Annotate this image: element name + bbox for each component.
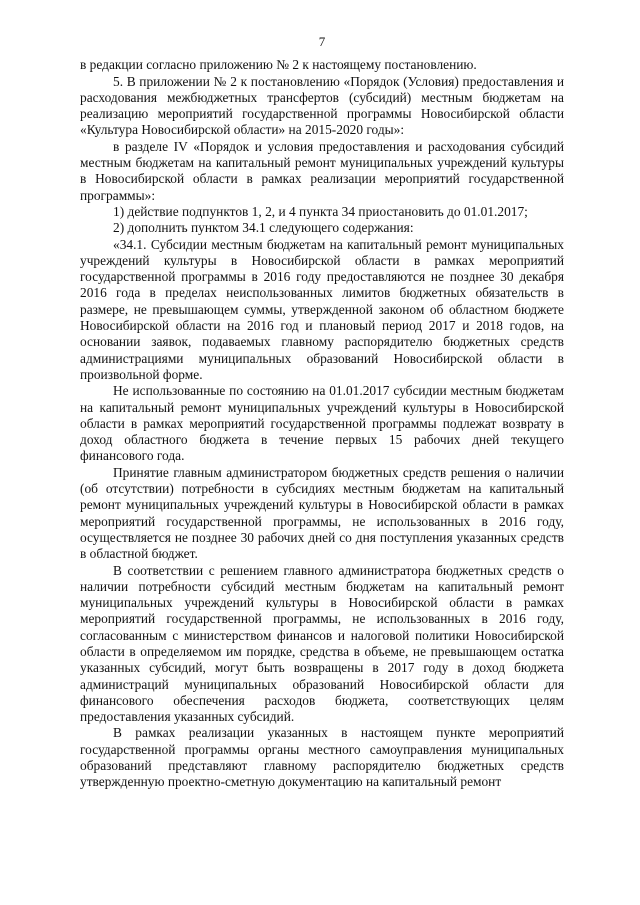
paragraph-return-funds: В соответствии с решением главного администратора бюджетных средств о наличии потребности субсидий местным бюджетам на капитальный ремонт муниципальных учреждений культуры в Новосибирской области в рамках мероприятий государственной программы, не использованных в 2016 году, согласованным с министерством финансов и налоговой политики Новосибирской области в определяемом им порядке, средства в объеме, не превышающем остатка указанных субсидий, могут быть возвращены в 2017 году в доход бюджета администраций муниципальных образований Новосибирской области для финансового обеспечения расходов бюджета, соответствующих целям предоставления указанных субсидий. bbox=[80, 562, 564, 725]
paragraph-continuation: в редакции согласно приложению № 2 к настоящему постановлению. bbox=[80, 57, 477, 73]
paragraph-unused-subsidies: Не использованные по состоянию на 01.01.2017 субсидии местным бюджетам на капитальный ремонт муниципальных учреждений культуры в Новосибирской области в рамках мероприятий государственной программы подлежат возврату в доход областного бюджета в течение первых 15 рабочих дней текущего финансового года. bbox=[80, 383, 564, 464]
paragraph-section-iv: в разделе IV «Порядок и условия предоставления и расходования субсидий местным бюджетам на капитальный ремонт муниципальных учреждений культуры в Новосибирской области в рамках реализации мероприятий государственной программы»: bbox=[80, 138, 564, 203]
document-page bbox=[80, 34, 564, 791]
paragraph-decision: Принятие главным администратором бюджетных средств решения о наличии (об отсутствии) потребности в субсидиях местным бюджетам на капитальный ремонт муниципальных учреждений культуры в Новосибирской области в рамках мероприятий государственной программы, не использованных в 2016 году, осуществляется не позднее 30 рабочих дней со дня поступления указанных средств в областной бюджет. bbox=[80, 464, 564, 562]
paragraph-subitem-1: 1) действие подпунктов 1, 2, и 4 пункта 34 приостановить до 01.01.2017; bbox=[113, 203, 528, 219]
paragraph-documentation: В рамках реализации указанных в настоящем пункте мероприятий государственной программы органы местного самоуправления муниципальных образований представляют главному распорядителю бюджетных средств утвержденную проектно-сметную документацию на капитальный ремонт bbox=[80, 725, 564, 790]
paragraph-clause-34-1: «34.1. Субсидии местным бюджетам на капитальный ремонт муниципальных учреждений культуры в Новосибирской области в рамках мероприятий государственной программы в 2016 году предоставляются не позднее 30 декабря 2016 года в пределах неиспользованных лимитов бюджетных обязательств в размере, не превышающем суммы, утвержденной законом об областном бюджете Новосибирской области на 2016 год и плановый период 2017 и 2018 годов, на основании заявок, подаваемых главному распорядителю бюджетных средств администрациями муниципальных образований Новосибирской области в произвольной форме. bbox=[80, 236, 564, 382]
paragraph-subitem-2: 2) дополнить пунктом 34.1 следующего содержания: bbox=[113, 220, 414, 236]
page-number: 7 bbox=[318, 34, 326, 49]
paragraph-item-5: 5. В приложении № 2 к постановлению «Порядок (Условия) предоставления и расходования межбюджетных трансфертов (субсидий) местным бюджетам на реализацию мероприятий государственной программы Новосибирской области «Культура Новосибирской области» на 2015-2020 годы»: bbox=[80, 73, 564, 138]
